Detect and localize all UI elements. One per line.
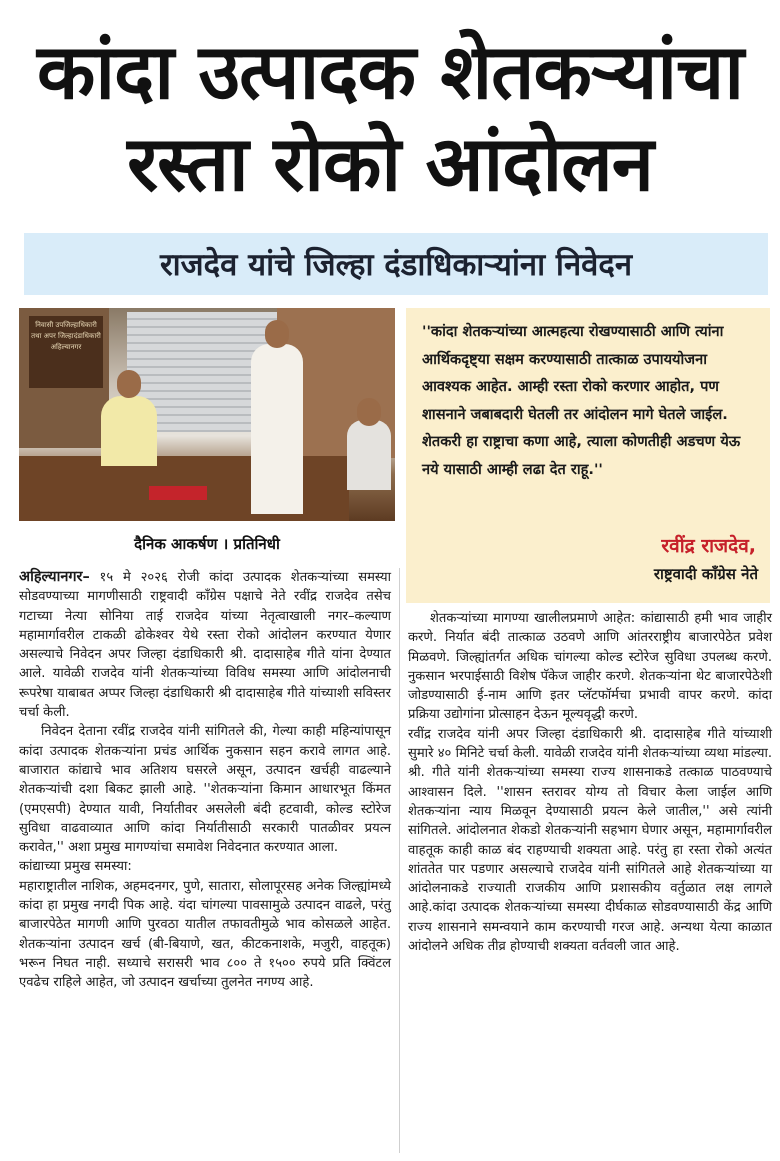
photo-official-seated [101, 396, 157, 466]
article-paragraph: रवींद्र राजदेव यांनी अपर जिल्हा दंडाधिकारी श्री. दादासाहेब गीते यांच्याशी सुमारे ४० मिनिटे चर्चा केली. यावेळी राजदेव यांनी शेतकऱ्यांच्या व्यथा मांडल्या. श्री. गीते यांनी शेतकऱ्यांच्या समस्या राज्य शासनाकडे तत्काळ पाठवण्याचे आश्वासन दिले. ''शासन स्तरावर योग्य तो विचार केला जाईल आणि शेतकऱ्यांना न्याय मिळवून देण्यासाठी प्रयत्न केले जातील,'' असे त्यांनी सांगितले. आंदोलनात शेकडो शेतकऱ्यांनी सहभाग घेणार असून, महामार्गावरील वाहतूक काही काळ बंद राहण्याची शक्यता आहे. परंतु हा रस्ता रोको अत्यंत शांततेत पार पडणार असल्याचे राजदेव यांनी सांगितले आहे शेतकऱ्यांच्या या आंदोलनाकडे राज्याती राजकीय आणि प्रशासकीय वर्तुळात लक्ष लागले आहे.कांदा उत्पादक शेतकऱ्यांच्या समस्या दीर्घकाळ सोडवण्यासाठी केंद्र आणि राज्य शासनाने समन्वयाने काम करण्याची गरज आहे. अन्यथा येत्या काळात आंदोलने अधिक तीव्र होण्याची शक्यता वर्तवली जात आहे. [408, 726, 772, 955]
quote-author: रवींद्र राजदेव, [661, 535, 756, 557]
photo-head [265, 320, 289, 348]
quote-box [406, 308, 770, 603]
quote-author-role: राष्ट्रवादी कॉंग्रेस नेते [653, 565, 758, 583]
article-paragraph: निवेदन देताना रवींद्र राजदेव यांनी सांगितले की, गेल्या काही महिन्यांपासून कांदा उत्पादक शेतकऱ्यांना प्रचंड आर्थिक नुकसान सहन करावे लागत आहे. बाजारात कांद्याचे भाव अतिशय घसरले असून, उत्पादन खर्चही वाढल्याने शेतकऱ्यांची दशा बिकट झाली आहे. ''शेतकऱ्यांना किमान आधारभूत किंमत (एमएसपी) देण्यात यावी, निर्यातीवर असलेली बंदी हटवावी, कोल्ड स्टोरेज सुविधा वाढवाव्यात आणि कांदा निर्यातीसाठी सरकारी पातळीवर प्रयत्न करावेत,'' अशा प्रमुख मागण्यांचा समावेश निवेदनात करण्यात आला. [19, 724, 391, 856]
article-paragraph: महाराष्ट्रातील नाशिक, अहमदनगर, पुणे, सातारा, सोलापूरसह अनेक जिल्ह्यांमध्ये कांदा हा प्रमुख नगदी पिक आहे. यंदा चांगल्या पावसामुळे उत्पादन वाढले, परंतु बाजारपेठेत मागणी आणि पुरवठा यातील तफावतीमुळे भाव कोसळले आहेत. शेतकऱ्यांना उत्पादन खर्च (बी-बियाणे, खत, कीटकनाशके, मजुरी, वाहतूक) भरून निघत नाही. सध्याचे सरासरी भाव ८०० ते १५०० रुपये प्रति क्विंटल एवढेच राहिले आहेत, जो उत्पादन खर्चाच्या तुलनेत नगण्य आहे. [19, 878, 391, 991]
headline-line-1: कांदा उत्पादक शेतकऱ्यांचा [36, 27, 744, 116]
photo-caption: दैनिक आकर्षण । प्रतिनिधी [134, 535, 280, 553]
article-column-right [408, 609, 772, 956]
quote-text: ''कांदा शेतकऱ्यांच्या आत्महत्या रोखण्यासाठी आणि त्यांना आर्थिकदृष्ट्या सक्षम करण्यासाठी तात्काळ उपाययोजना आवश्यक आहेत. आम्ही रस्ता रोको करणार आहोत, पण शासनाने जबाबदारी घेतली तर आंदोलन मागे घेतले जाईल. शेतकरी हा राष्ट्राचा कणा आहे, त्याला कोणतीही अडचण येऊ नये यासाठी आम्ही लढा देत राहू.'' [422, 323, 741, 478]
article-paragraph: शेतकऱ्यांच्या मागण्या खालीलप्रमाणे आहेत: कांद्यासाठी हमी भाव जाहीर करणे. निर्यात बंदी तात्काळ उठवणे आणि आंतरराष्ट्रीय बाजारपेठेत प्रवेश मिळवणे. जिल्ह्यांतर्गत अधिक चांगल्या कोल्ड स्टोरेज सुविधा उपलब्ध करणे. नुकसान भरपाईसाठी विशेष पॅकेज जाहीर करणे. शेतकऱ्यांना थेट बाजारपेठेशी जोडण्यासाठी ई-नाम आणि इतर प्लॅटफॉर्मचा प्रभावी वापर करणे. कांदा प्रक्रिया उद्योगांना प्रोत्साहन देऊन मूल्यवृद्धी करणे. [408, 611, 772, 723]
news-photo [19, 308, 395, 521]
section-heading: कांद्याच्या प्रमुख समस्या: [19, 859, 132, 875]
photo-red-file [149, 486, 207, 500]
dateline: अहिल्यानगर– [19, 569, 90, 585]
article-paragraph [19, 568, 391, 722]
photo-leader-standing [251, 344, 303, 514]
article-column-left [19, 568, 391, 993]
paragraph-text: १५ मे २०२६ रोजी कांदा उत्पादक शेतकऱ्यांच्या समस्या सोडवण्याच्या मागणीसाठी राष्ट्रवादी कॉंग्रेस पक्षाचे नेते रवींद्र राजदेव तसेच गटाच्या नेत्या सोनिया ताई राजदेव यांच्या नेतृत्वाखाली नगर–कल्याण महामार्गावरील टाकळी ढोकेश्वर येथे रस्ता रोको आंदोलन करण्यात येणार असल्याचे निवेदन अपर जिल्हा दंडाधिकारी श्री. दादासाहेब गीते यांना देण्यात आले. यावेळी राजदेव यांनी शेतकऱ्यांच्या विविध समस्या आणि आंदोलनाची रूपरेषा याबाबत अप्पर जिल्हा दंडाधिकारी श्री दादासाहेब गीते यांच्याशी सविस्तर चर्चा केली. [19, 570, 391, 721]
headline [0, 26, 780, 210]
subheadline: राजदेव यांचे जिल्हा दंडाधिकाऱ्यांना निवेदन [24, 233, 768, 295]
headline-line-2: रस्ता रोको आंदोलन [127, 119, 653, 208]
photo-head [117, 370, 141, 398]
photo-head [357, 398, 381, 426]
photo-visitor-seated [347, 420, 391, 490]
office-nameplate-board: निवासी उपजिल्हाधिकारी तथा अपर जिल्हादंडाधिकारी अहिल्यानगर [29, 316, 103, 388]
column-divider [399, 568, 400, 1153]
